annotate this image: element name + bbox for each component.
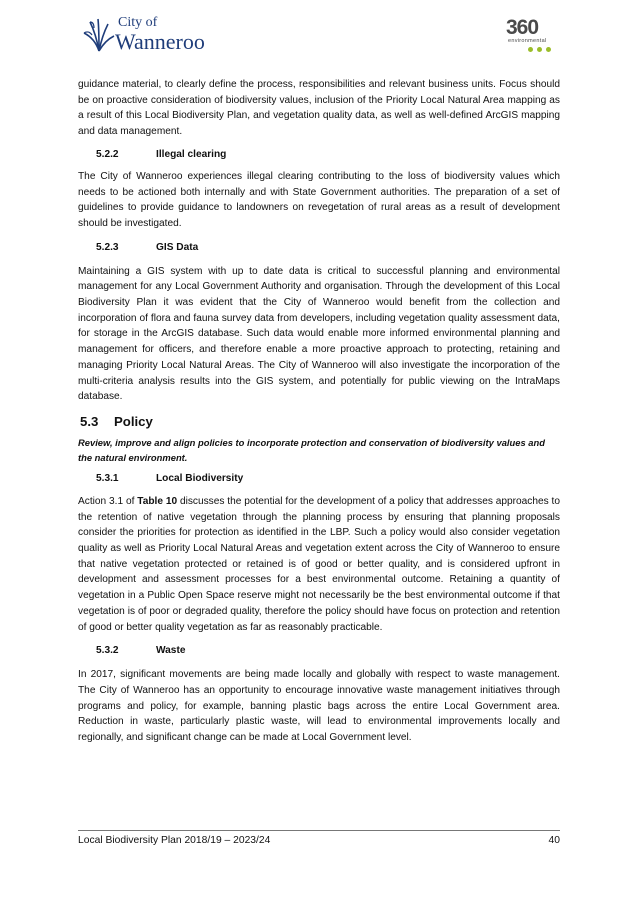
heading-illegal-clearing	[78, 147, 560, 163]
intro-paragraph: guidance material, to clearly define the process, responsibilities and relevant business units. Focus should be on proactive consideration of biodiversity values, inclusion of the Priority Local Natural Area mapping as a result of this Local Biodiversity Plan, and vegetation quality data, as well as well-defined ArcGIS mapping and data management.	[78, 79, 560, 138]
text-segment: Action 3.1 of	[78, 495, 138, 507]
section-title: Policy	[114, 413, 153, 429]
footer-document-title: Local Biodiversity Plan 2018/19 – 2023/24	[78, 835, 271, 846]
logo-dot-icon	[537, 47, 542, 52]
logo-dot-icon	[546, 47, 551, 52]
section-number: 5.2.2	[96, 148, 119, 160]
text-segment: discusses the potential for the development of a policy that addresses approaches to the retention of native vegetation through the planning process by ensuring that planning proposals consider the priorities for protection as identified in the LBP. Such a policy would also consider vegetation quality as well as Priority Local Natural Areas and vegetation extent across the City of Wanneroo to ensure that native vegetation protected or retained is of good or better quality, and is considered upfront in development and assessment processes for a best environmental outcome. Retaining a quantity of vegetation in a Public Open Space reserve might not necessarily be the best environmental outcome if that vegetation is of poor or degraded quality, therefore the policy should have focus on protection and retention of good or better quality vegetation as far as reasonably practicable.	[78, 495, 560, 633]
illegal-clearing-paragraph: The City of Wanneroo experiences illegal clearing contributing to the loss of biodiversity values which needs to be actioned both internally and with State Government authorities. The preparation of a set of guidelines to provide guidance to landowners on revegetation of rural areas as a result of development should be investigated.	[78, 170, 560, 229]
logo-name-line: Wanneroo	[115, 29, 205, 54]
city-of-wanneroo-logo	[82, 14, 212, 54]
logo-360-number: 360	[506, 16, 539, 39]
section-title: Waste	[156, 645, 186, 657]
heading-policy	[78, 413, 560, 431]
gis-data-paragraph: Maintaining a GIS system with up to date data is critical to successful planning and environmental management for any Local Government Authority and organisation. Through the development of this Local Biodiversity Plan it was evident that the City of Wanneroo would benefit from the collection and incorporation of flora and fauna survey data from developers, including vegetation quality assessment data, for storage in the ArcGIS database. Such data would enable more informed environmental planning and management for officers, and therefore enable a more proactive approach to protecting, retaining and managing Priority Local Natural Areas. The City of Wanneroo will also investigate the incorporation of the multi-criteria analysis results into the GIS system, and potentially for public viewing on the IntraMaps database.	[78, 265, 560, 403]
heading-gis-data	[78, 240, 560, 256]
logo-360-tagline: environmental	[508, 38, 547, 44]
section-title: GIS Data	[156, 241, 199, 253]
heading-waste	[78, 643, 560, 659]
local-biodiversity-paragraph	[78, 494, 560, 635]
section-number: 5.3	[80, 413, 99, 429]
logo-city-line: City of	[118, 15, 158, 30]
table-10-reference: Table 10	[137, 495, 178, 507]
section-title: Illegal clearing	[156, 148, 227, 160]
section-title: Local Biodiversity	[156, 472, 244, 484]
heading-local-biodiversity	[78, 471, 560, 487]
logo-dot-icon	[528, 47, 533, 52]
section-number: 5.3.1	[96, 472, 119, 484]
waste-paragraph: In 2017, significant movements are being made locally and globally with respect to waste management. The City of Wanneroo has an opportunity to encourage innovative waste management initiatives through programs and policy, for example, banning plastic bags across the entire Local Government area. Reduction in waste, particularly plastic waste, will lead to environmental improvements locally and regionally, and significant change can be made at Local Government level.	[78, 669, 560, 744]
section-number: 5.3.2	[96, 645, 119, 657]
policy-lead-statement: Review, improve and align policies to incorporate protection and conservation of biodiversity values and the natural environment.	[78, 436, 545, 463]
section-number: 5.2.3	[96, 241, 119, 253]
page-number: 40	[548, 835, 560, 846]
footer-divider	[78, 830, 560, 831]
page-content	[78, 77, 560, 746]
360-environmental-logo	[506, 18, 568, 52]
wanneroo-leaf-icon	[82, 16, 116, 52]
